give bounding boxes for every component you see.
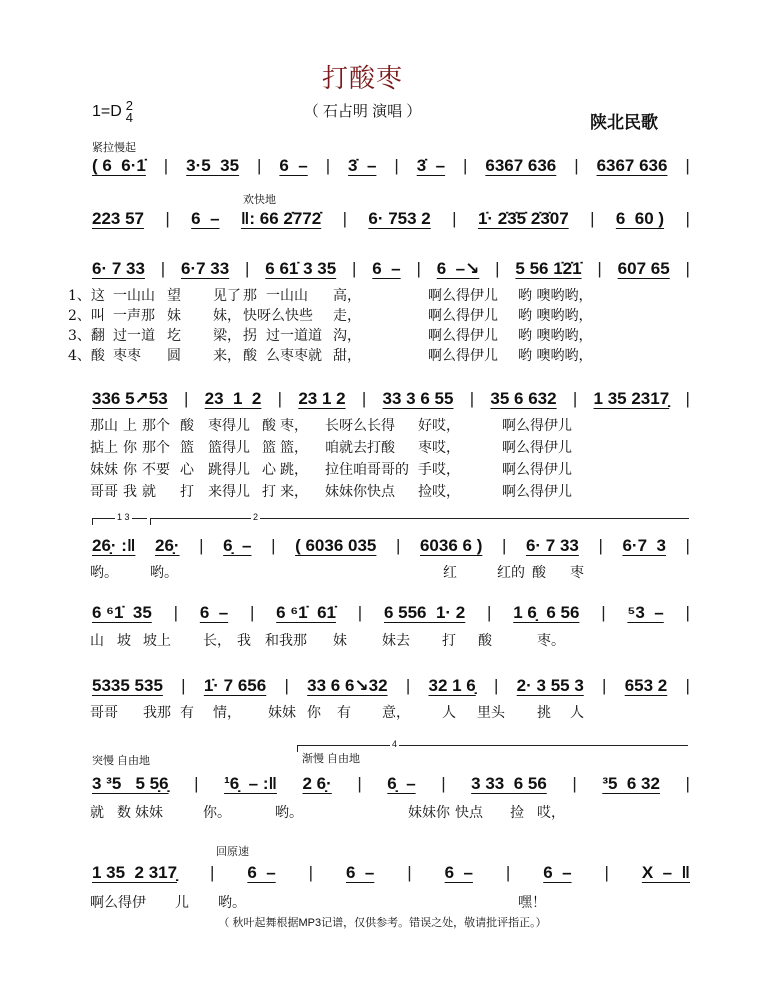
lyric-syllable: 哟。 bbox=[150, 565, 178, 581]
lyric-syllable: 人 bbox=[570, 705, 584, 721]
measure: 2· 3 55 3 bbox=[516, 676, 584, 695]
measure: 6 ⁶1̇ 61̇ bbox=[276, 603, 336, 622]
measure: 1 6̣ 6 56 bbox=[513, 603, 580, 622]
measure: 6 556 1· 2 bbox=[383, 603, 466, 622]
measure: 6 – bbox=[444, 863, 473, 882]
lyric-syllable: 枣 bbox=[570, 565, 584, 581]
staff-system: 3 ³5 5 5̣6̣ | ¹6̣ – :‖ 2 6̣· | 6̣ – | 3 33 6 56 | ³5 6 32 | bbox=[92, 774, 690, 793]
measure: ⁵3 – bbox=[627, 603, 664, 622]
lyric-syllable: 拉住咱哥哥的 bbox=[325, 462, 409, 478]
lyric-syllable: 跳得儿 bbox=[208, 462, 250, 478]
measure: 1 35 2 317̣ bbox=[92, 863, 178, 882]
lyric-syllable: 妹妹 bbox=[90, 462, 118, 478]
measure: 6 61̇ 3 35 bbox=[265, 259, 337, 278]
lyric-syllable: 哟。 bbox=[275, 805, 303, 821]
measure: 6· 753 2 bbox=[368, 209, 431, 228]
lyric-syllable: 哎， bbox=[537, 805, 565, 821]
measure: 3 33 6 56 bbox=[471, 774, 547, 793]
lyric-syllable: 挑 bbox=[537, 705, 551, 721]
lyric-syllable: 哟 噢哟哟， bbox=[518, 288, 593, 304]
staff-system: 6· 7 33 | 6·7 33 | 6 61̇ 3 35 | 6 – | 6 –↘ | 5 56 1̇2̇1̇ | 607 65 | bbox=[92, 259, 690, 278]
measure: 3̇ – bbox=[348, 156, 377, 175]
lyric-syllable: 么枣枣就 bbox=[266, 348, 322, 364]
measure: 6·7 33 bbox=[181, 259, 230, 278]
measure: 6 – bbox=[199, 603, 229, 622]
staff-system: 223 57 | 6 – ‖: 66 2̇772̇ | 6· 753 2 | 1̇· 2̇3̇5̇ 2̇3̇07 | 6 60 ) | bbox=[92, 209, 690, 228]
staff-system: ( 6 6·1̇ | 3·5 35 | 6 – | 3̇ – | 3̇ – | 6367 636 | 6367 636 | bbox=[92, 156, 690, 175]
lyric-syllable: 妹， bbox=[213, 308, 241, 324]
lyric-syllable: 甜， bbox=[333, 348, 361, 364]
measure: 6036 6 ) bbox=[419, 536, 483, 555]
lyric-syllable: 篮 bbox=[262, 440, 276, 456]
lyric-syllable: 哟。 bbox=[218, 895, 246, 911]
volta-label: 4 bbox=[392, 739, 398, 749]
measure: 1̇· 2̇3̇5̇ 2̇3̇07 bbox=[477, 209, 569, 228]
lyric-syllable: 圆 bbox=[167, 348, 181, 364]
lyric-syllable: 哟 噢哟哟， bbox=[518, 348, 593, 364]
volta-label: 2 bbox=[253, 512, 259, 522]
lyric-syllable: 我 bbox=[237, 633, 251, 649]
lyric-syllable: 哟 噢哟哟， bbox=[518, 308, 593, 324]
lyric-syllable: 枣枣 bbox=[113, 348, 141, 364]
measure: 6 – bbox=[345, 863, 375, 882]
lyric-syllable: 坡 bbox=[117, 633, 131, 649]
lyric-syllable: 走， bbox=[333, 308, 361, 324]
lyric-syllable: 山 bbox=[90, 633, 104, 649]
volta-bracket bbox=[92, 512, 147, 525]
measure: 336 5↗53 bbox=[92, 389, 168, 408]
origin: 陕北民歌 bbox=[590, 113, 658, 133]
lyric-syllable: 那山 bbox=[90, 418, 118, 434]
measure: 35 6 632 bbox=[490, 389, 557, 408]
lyric-syllable: 跳， bbox=[280, 462, 308, 478]
footer-note: （ 秋叶起舞根据MP3记谱，仅供参考。错误之处，敬请批评指正。） bbox=[218, 917, 547, 929]
lyric-syllable: 有 bbox=[180, 705, 194, 721]
lyric-syllable: 篮， bbox=[280, 440, 308, 456]
lyric-syllable: 快点 bbox=[455, 805, 483, 821]
lyric-syllable: 妹去 bbox=[382, 633, 410, 649]
lyric-syllable: 啊么得伊儿 bbox=[502, 484, 572, 500]
lyric-syllable: 4、酸 bbox=[68, 348, 105, 364]
measure: 33 6 6↘32 bbox=[307, 676, 388, 695]
lyric-syllable: 人 bbox=[442, 705, 456, 721]
staff-system: 1 35 2 317̣ | 6 – | 6 – | 6 – | 6 – | X – ‖ bbox=[92, 863, 690, 882]
measure: 32 1 6̣ bbox=[428, 676, 476, 695]
lyric-syllable: 一声那 bbox=[113, 308, 155, 324]
volta-bracket bbox=[150, 512, 689, 525]
tempo-mark: 欢快地 bbox=[243, 194, 276, 206]
measure: 23 1 2 bbox=[204, 389, 262, 408]
lyric-syllable: 意， bbox=[382, 705, 410, 721]
key: 1=D bbox=[92, 103, 122, 121]
lyric-syllable: 妹妹你快点 bbox=[325, 484, 395, 500]
lyric-syllable: 打 bbox=[180, 484, 194, 500]
lyric-syllable: 那 bbox=[243, 288, 257, 304]
volta-bracket bbox=[297, 739, 688, 752]
lyric-syllable: 酸 bbox=[532, 565, 546, 581]
measure: 5 56 1̇2̇1̇ bbox=[515, 259, 582, 278]
lyric-syllable: 你。 bbox=[203, 805, 231, 821]
lyric-syllable: 你 bbox=[123, 440, 137, 456]
measure: 2 6̣· bbox=[302, 774, 332, 793]
lyric-syllable: 有 bbox=[337, 705, 351, 721]
lyric-syllable: 哟 噢哟哟， bbox=[518, 328, 593, 344]
measure: 33 3 6 55 bbox=[382, 389, 454, 408]
lyric-syllable: 上 bbox=[123, 418, 137, 434]
lyric-syllable: 好哎， bbox=[418, 418, 460, 434]
lyric-syllable: 酸 bbox=[243, 348, 257, 364]
lyric-syllable: 篮 bbox=[180, 440, 194, 456]
lyric-syllable: 那个 bbox=[142, 440, 170, 456]
measure: 6 –↘ bbox=[436, 259, 480, 278]
lyric-syllable: 长， bbox=[203, 633, 231, 649]
measure: 23 1 2 bbox=[298, 389, 346, 408]
lyric-syllable: 快呀么快些 bbox=[243, 308, 313, 324]
lyric-syllable: 3、翻 bbox=[68, 328, 105, 344]
lyric-syllable: 里头 bbox=[477, 705, 505, 721]
lyric-syllable: 不要 bbox=[142, 462, 170, 478]
time-bottom: 4 bbox=[125, 110, 134, 125]
measure: 6 – bbox=[372, 259, 401, 278]
measure: 6 ⁶1̇ 35 bbox=[92, 603, 152, 622]
measure: 6·7 3 bbox=[622, 536, 666, 555]
lyric-syllable: 啊么得伊 bbox=[90, 895, 146, 911]
lyric-syllable: 过一道 bbox=[113, 328, 155, 344]
lyric-syllable: 拐 bbox=[243, 328, 257, 344]
lyric-syllable: 酸 bbox=[478, 633, 492, 649]
staff-system: 6 ⁶1̇ 35 | 6 – | 6 ⁶1̇ 61̇ | 6 556 1· 2 | 1 6̣ 6 56 | ⁵3 – | bbox=[92, 603, 690, 622]
lyric-syllable: 过一道道 bbox=[266, 328, 322, 344]
measure: 6· 7 33 bbox=[92, 259, 145, 278]
lyric-syllable: 你 bbox=[123, 462, 137, 478]
lyric-syllable: 2、叫 bbox=[68, 308, 105, 324]
lyric-syllable: 长呀么长得 bbox=[325, 418, 395, 434]
measure: 1 35 2317̣ bbox=[593, 389, 670, 408]
measure: ( 6036 035 bbox=[295, 536, 377, 555]
time-top: 2 bbox=[125, 98, 134, 113]
lyric-syllable: 啊么得伊儿 bbox=[428, 348, 498, 364]
measure: 6 – bbox=[247, 863, 276, 882]
lyric-syllable: 红的 bbox=[497, 565, 525, 581]
staff-system: 5335 535 | 1̇· 7 656 | 33 6 6↘32 | 32 1 6̣ | 2· 3 55 3 | 653 2 | bbox=[92, 676, 690, 695]
measure: 607 65 bbox=[617, 259, 670, 278]
lyric-syllable: 一山山 bbox=[266, 288, 308, 304]
tempo-mark: 渐慢 自由地 bbox=[302, 753, 361, 765]
lyric-syllable: 妹妹 bbox=[135, 805, 163, 821]
lyric-syllable: 咱就去打酸 bbox=[325, 440, 395, 456]
lyric-syllable: 打 bbox=[262, 484, 276, 500]
lyric-syllable: 枣。 bbox=[537, 633, 565, 649]
lyric-syllable: 心 bbox=[262, 462, 276, 478]
lyric-syllable: 一山山 bbox=[113, 288, 155, 304]
measure: 6̣ – bbox=[223, 536, 252, 555]
lyric-syllable: 和我那 bbox=[265, 633, 307, 649]
lyric-syllable: 枣， bbox=[280, 418, 308, 434]
lyric-syllable: 啊么得伊儿 bbox=[502, 462, 572, 478]
lyric-syllable: 哟。 bbox=[90, 565, 118, 581]
measure: 26̣· bbox=[155, 536, 180, 555]
measure: ( 6 6·1̇ bbox=[92, 156, 146, 175]
lyric-syllable: 枣哎， bbox=[418, 440, 460, 456]
lyric-syllable: 红 bbox=[443, 565, 457, 581]
measure: 3 ³5 5 5̣6̣ bbox=[92, 774, 169, 793]
measure: 1̇· 7 656 bbox=[203, 676, 267, 695]
measure: 6 60 ) bbox=[615, 209, 665, 228]
lyric-syllable: 圪 bbox=[167, 328, 181, 344]
lyric-syllable: 掂上 bbox=[90, 440, 118, 456]
measure: 6 – bbox=[279, 156, 308, 175]
measure: 26̣· :‖ bbox=[92, 536, 136, 555]
lyric-syllable: 坡上 bbox=[143, 633, 171, 649]
lyric-syllable: 啊么得伊儿 bbox=[428, 328, 498, 344]
lyric-syllable: 来， bbox=[213, 348, 241, 364]
lyric-syllable: 啊么得伊儿 bbox=[428, 308, 498, 324]
lyric-syllable: 嘿！ bbox=[518, 895, 546, 911]
lyric-syllable: 心 bbox=[180, 462, 194, 478]
lyric-syllable: 就 bbox=[142, 484, 156, 500]
staff-system: 336 5↗53 | 23 1 2 | 23 1 2 | 33 3 6 55 | 35 6 632 | 1 35 2317̣ | bbox=[92, 389, 690, 408]
measure: ‖: 66 2̇772̇ bbox=[240, 209, 322, 228]
measure: 3·5 35 bbox=[186, 156, 240, 175]
lyric-syllable: 捡哎， bbox=[418, 484, 460, 500]
lyric-syllable: 篮得儿 bbox=[208, 440, 250, 456]
lyric-syllable: 儿 bbox=[175, 895, 189, 911]
lyric-syllable: 高， bbox=[333, 288, 361, 304]
lyric-syllable: 来得儿 bbox=[208, 484, 250, 500]
measure: ¹6̣ – :‖ bbox=[224, 774, 277, 793]
lyric-syllable: 我 bbox=[123, 484, 137, 500]
lyric-syllable: 你 bbox=[307, 705, 321, 721]
measure: 6367 636 bbox=[485, 156, 557, 175]
tempo-mark: 回原速 bbox=[216, 846, 249, 858]
tempo-mark: 突慢 自由地 bbox=[92, 755, 151, 767]
lyric-syllable: 捡 bbox=[510, 805, 524, 821]
lyric-syllable: 情， bbox=[213, 705, 241, 721]
staff-system: 26̣· :‖ 26̣· | 6̣ – | ( 6036 035 | 6036 6 ) | 6· 7 33 | 6·7 3 | bbox=[92, 536, 690, 555]
lyric-syllable: 那个 bbox=[142, 418, 170, 434]
lyric-syllable: 手哎， bbox=[418, 462, 460, 478]
measure: 6̣ – bbox=[387, 774, 416, 793]
lyric-syllable: 就 bbox=[90, 805, 104, 821]
lyric-syllable: 枣得儿 bbox=[208, 418, 250, 434]
lyric-syllable: 妹 bbox=[167, 308, 181, 324]
song-title: 打酸枣 bbox=[321, 63, 403, 93]
measure: 5335 535 bbox=[92, 676, 163, 695]
lyric-syllable: 啊么得伊儿 bbox=[502, 418, 572, 434]
lyric-syllable: 沟， bbox=[333, 328, 361, 344]
lyric-syllable: 梁， bbox=[213, 328, 241, 344]
measure: 223 57 bbox=[92, 209, 144, 228]
tempo-mark: 紧拉慢起 bbox=[92, 142, 136, 154]
lyric-syllable: 1、这 bbox=[68, 288, 105, 304]
lyric-syllable: 数 bbox=[117, 805, 131, 821]
lyric-syllable: 妹 bbox=[333, 633, 347, 649]
lyric-syllable: 啊么得伊儿 bbox=[428, 288, 498, 304]
lyric-syllable: 哥哥 bbox=[90, 705, 118, 721]
measure: 3̇ – bbox=[416, 156, 446, 175]
lyric-syllable: 我那 bbox=[143, 705, 171, 721]
lyric-syllable: 望 bbox=[167, 288, 181, 304]
measure: 6 – bbox=[191, 209, 220, 228]
measure: 6 – bbox=[543, 863, 572, 882]
measure: 6· 7 33 bbox=[525, 536, 579, 555]
lyric-syllable: 妹妹你 bbox=[408, 805, 450, 821]
lyric-syllable: 打 bbox=[442, 633, 456, 649]
lyric-syllable: 来， bbox=[280, 484, 308, 500]
lyric-syllable: 哥哥 bbox=[90, 484, 118, 500]
volta-label: 1 3 bbox=[117, 512, 130, 522]
measure: 653 2 bbox=[624, 676, 668, 695]
measure: X – ‖ bbox=[641, 863, 690, 882]
singer: （ 石占明 演唱 ） bbox=[303, 103, 422, 120]
lyric-syllable: 啊么得伊儿 bbox=[502, 440, 572, 456]
measure: ³5 6 32 bbox=[602, 774, 660, 793]
lyric-syllable: 酸 bbox=[262, 418, 276, 434]
measure: 6367 636 bbox=[596, 156, 668, 175]
lyric-syllable: 妹妹 bbox=[268, 705, 296, 721]
lyric-syllable: 酸 bbox=[180, 418, 194, 434]
lyric-syllable: 见了 bbox=[213, 288, 241, 304]
